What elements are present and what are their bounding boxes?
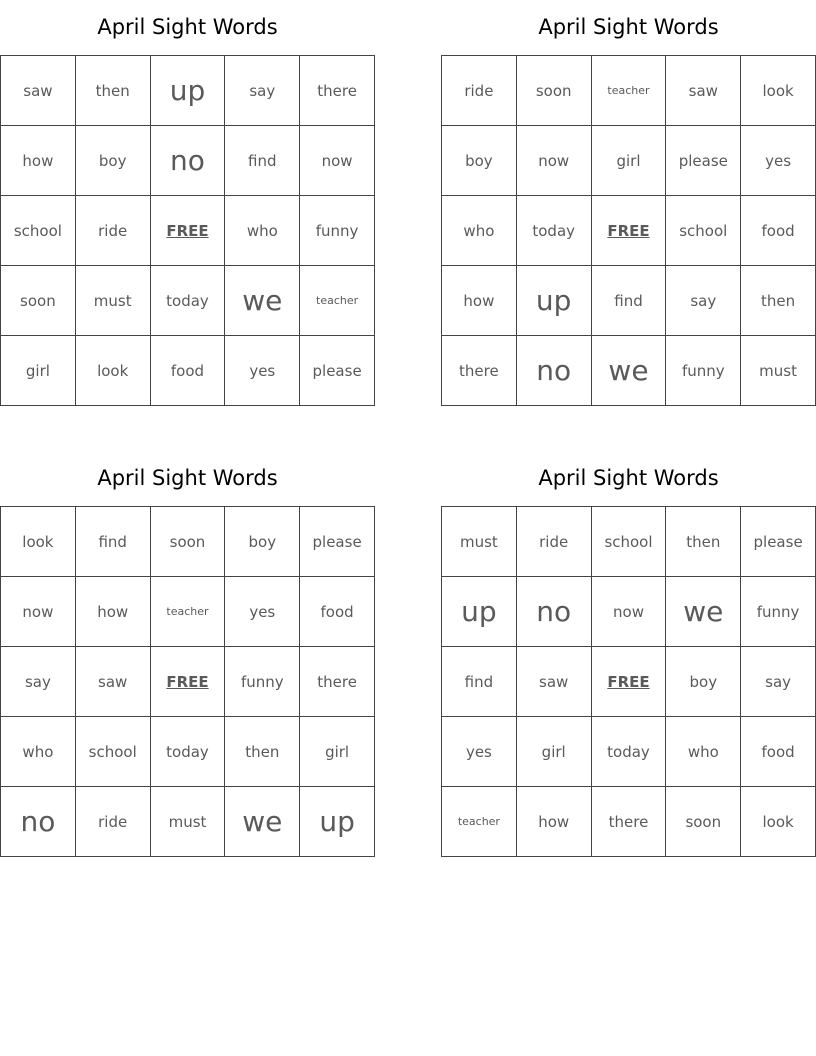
word-cell: saw: [76, 647, 151, 717]
word-cell: up: [517, 266, 592, 336]
free-space-cell: FREE: [151, 647, 226, 717]
word-cell: please: [300, 507, 375, 577]
word-cell: no: [1, 787, 76, 857]
free-space-cell: FREE: [151, 196, 226, 266]
free-space-cell: FREE: [592, 647, 667, 717]
word-cell: then: [225, 717, 300, 787]
word-cell: who: [225, 196, 300, 266]
bingo-grid: [441, 55, 816, 406]
word-cell: please: [300, 336, 375, 406]
word-cell: funny: [741, 577, 816, 647]
word-cell: say: [1, 647, 76, 717]
word-cell: must: [151, 787, 226, 857]
word-cell: school: [666, 196, 741, 266]
word-cell: then: [741, 266, 816, 336]
word-cell: there: [442, 336, 517, 406]
word-cell: who: [442, 196, 517, 266]
word-cell: soon: [1, 266, 76, 336]
word-cell: school: [592, 507, 667, 577]
word-cell: today: [151, 717, 226, 787]
word-cell: how: [517, 787, 592, 857]
word-cell: then: [666, 507, 741, 577]
word-cell: boy: [76, 126, 151, 196]
word-cell: now: [1, 577, 76, 647]
word-cell: boy: [666, 647, 741, 717]
word-cell: how: [76, 577, 151, 647]
word-cell: say: [741, 647, 816, 717]
word-cell: look: [741, 787, 816, 857]
word-cell: then: [76, 56, 151, 126]
word-cell: how: [1, 126, 76, 196]
word-cell: soon: [666, 787, 741, 857]
word-cell: boy: [225, 507, 300, 577]
word-cell: yes: [225, 577, 300, 647]
word-cell: today: [151, 266, 226, 336]
word-cell: yes: [741, 126, 816, 196]
word-cell: please: [666, 126, 741, 196]
word-cell: teacher: [151, 577, 226, 647]
word-cell: who: [666, 717, 741, 787]
word-cell: today: [592, 717, 667, 787]
word-cell: must: [76, 266, 151, 336]
word-cell: teacher: [442, 787, 517, 857]
word-cell: say: [225, 56, 300, 126]
word-cell: saw: [517, 647, 592, 717]
word-cell: there: [300, 647, 375, 717]
word-cell: funny: [225, 647, 300, 717]
bingo-grid: [0, 506, 375, 857]
word-cell: look: [1, 507, 76, 577]
word-cell: we: [225, 266, 300, 336]
word-cell: look: [76, 336, 151, 406]
word-cell: must: [741, 336, 816, 406]
word-cell: boy: [442, 126, 517, 196]
word-cell: food: [151, 336, 226, 406]
word-cell: up: [300, 787, 375, 857]
word-cell: must: [442, 507, 517, 577]
word-cell: there: [300, 56, 375, 126]
word-cell: school: [1, 196, 76, 266]
word-cell: soon: [517, 56, 592, 126]
bingo-grid: [441, 506, 816, 857]
word-cell: food: [300, 577, 375, 647]
word-cell: ride: [76, 787, 151, 857]
card-title: April Sight Words: [97, 466, 278, 490]
bingo-grid: [0, 55, 375, 406]
word-cell: saw: [666, 56, 741, 126]
word-cell: yes: [225, 336, 300, 406]
word-cell: find: [592, 266, 667, 336]
word-cell: funny: [666, 336, 741, 406]
word-cell: food: [741, 196, 816, 266]
card-title: April Sight Words: [97, 15, 278, 39]
word-cell: how: [442, 266, 517, 336]
word-cell: ride: [76, 196, 151, 266]
word-cell: look: [741, 56, 816, 126]
word-cell: who: [1, 717, 76, 787]
word-cell: girl: [300, 717, 375, 787]
word-cell: teacher: [592, 56, 667, 126]
word-cell: up: [442, 577, 517, 647]
word-cell: today: [517, 196, 592, 266]
word-cell: please: [741, 507, 816, 577]
word-cell: no: [151, 126, 226, 196]
word-cell: we: [592, 336, 667, 406]
word-cell: now: [300, 126, 375, 196]
word-cell: there: [592, 787, 667, 857]
word-cell: find: [76, 507, 151, 577]
word-cell: now: [592, 577, 667, 647]
word-cell: find: [225, 126, 300, 196]
word-cell: we: [225, 787, 300, 857]
word-cell: funny: [300, 196, 375, 266]
card-title: April Sight Words: [538, 15, 719, 39]
word-cell: soon: [151, 507, 226, 577]
word-cell: school: [76, 717, 151, 787]
card-title: April Sight Words: [538, 466, 719, 490]
word-cell: girl: [517, 717, 592, 787]
word-cell: food: [741, 717, 816, 787]
word-cell: saw: [1, 56, 76, 126]
word-cell: girl: [1, 336, 76, 406]
word-cell: find: [442, 647, 517, 717]
word-cell: teacher: [300, 266, 375, 336]
word-cell: girl: [592, 126, 667, 196]
word-cell: no: [517, 336, 592, 406]
word-cell: ride: [517, 507, 592, 577]
word-cell: no: [517, 577, 592, 647]
word-cell: ride: [442, 56, 517, 126]
word-cell: yes: [442, 717, 517, 787]
free-space-cell: FREE: [592, 196, 667, 266]
word-cell: we: [666, 577, 741, 647]
word-cell: now: [517, 126, 592, 196]
word-cell: say: [666, 266, 741, 336]
word-cell: up: [151, 56, 226, 126]
